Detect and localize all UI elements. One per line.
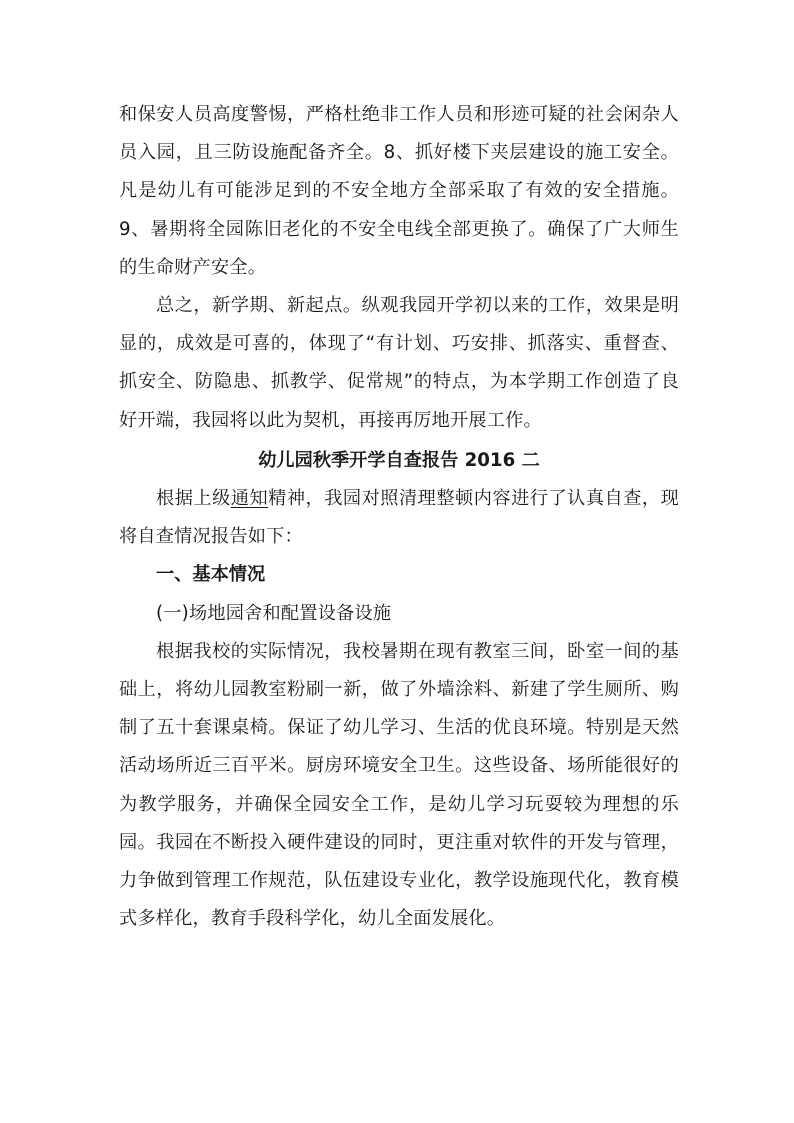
paragraph-facilities: 根据我校的实际情况，我校暑期在现有教室三间，卧室一间的基础上，将幼儿园教室粉刷一新，做了外墙涂料、新建了学生厕所、购制了五十套课桌椅。保证了幼儿学习、生活的优良环境。特别是天然活动场所近三百平米。厨房环境安全卫生。这些设备、场所能很好的为教学服务，并确保全园安全工作，是幼儿学习玩耍较为理想的乐园。我园在不断投入硬件建设的同时，更注重对软件的开发与管理，力争做到管理工作规范，队伍建设专业化，教学设施现代化，教育模式多样化，教育手段科学化，幼儿全面发展化。 [119, 640, 679, 930]
document-page [119, 96, 679, 938]
notice-link[interactable]: 通知 [230, 488, 269, 510]
report-title: 幼儿园秋季开学自查报告 2016 二 [258, 449, 540, 471]
subsection-heading-facilities: (一)场地园舍和配置设备设施 [156, 602, 392, 624]
paragraph-safety-measures: 和保安人员高度警惕，严格杜绝非工作人员和形迹可疑的社会闲杂人员入园，且三防设施配备齐全。8、抓好楼下夹层建设的施工安全。凡是幼儿有可能涉足到的不安全地方全部采取了有效的安全措施。9、暑期将全园陈旧老化的不安全电线全部更换了。确保了广大师生的生命财产安全。 [119, 104, 679, 278]
paragraph-intro [119, 480, 679, 556]
intro-text-end: 精神，我园对照清理整顿内容进行了认真自查，现将自查情况报告如下： [119, 488, 680, 548]
intro-text-start: 根据上级 [156, 488, 231, 510]
paragraph-summary: 总之，新学期、新起点。纵观我园开学初以来的工作，效果是明显的，成效是可喜的，体现了“有计划、巧安排、抓落实、重督查、抓安全、防隐患、抓教学、促常规”的特点，为本学期工作创造了良好开端，我园将以此为契机，再接再厉地开展工作。 [119, 295, 679, 431]
section-heading-basic-situation: 一、基本情况 [156, 564, 266, 586]
